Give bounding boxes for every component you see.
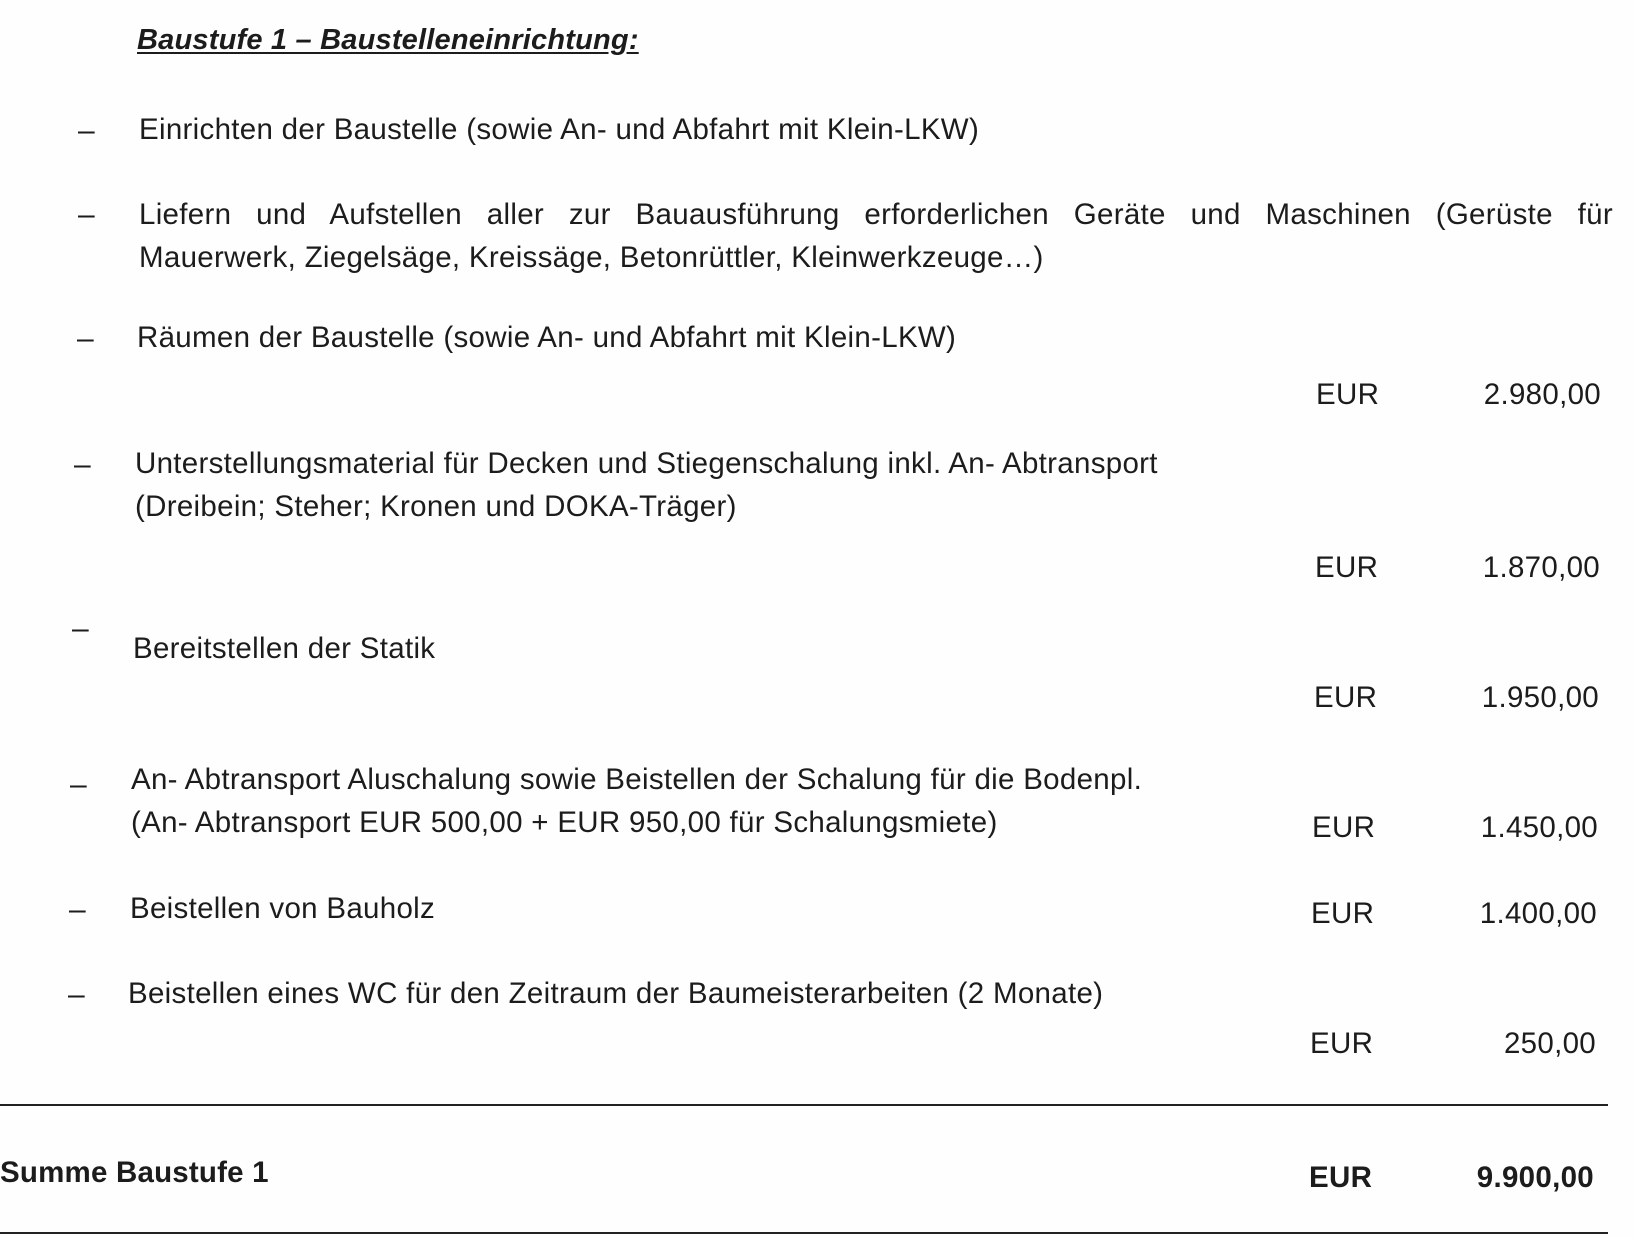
item-line: (Dreibein; Steher; Kronen und DOKA-Träger) [135,490,737,523]
item-line: Unterstellungsmaterial für Decken und Stiegenschalung inkl. An- Abtransport [135,447,1158,480]
list-item-text [133,627,435,670]
amount-value: 1.950,00 [1481,681,1599,714]
item-line: An- Abtransport Aluschalung sowie Beistellen der Schalung für die Bodenpl. [131,763,1143,796]
amount-value: 1.450,00 [1480,811,1598,844]
item-line: Räumen der Baustelle (sowie An- und Abfahrt mit Klein-LKW) [137,321,957,354]
currency-label: EUR [1310,1027,1374,1060]
amount-value: 250,00 [1503,1027,1596,1060]
currency-label: EUR [1315,551,1379,584]
currency-label: EUR [1314,681,1378,714]
list-dash: – [72,612,89,645]
list-item-text [137,316,956,359]
currency-label: EUR [1316,378,1380,411]
list-item-text [139,108,979,151]
item-line: Bereitstellen der Statik [133,632,436,665]
item-line: Beistellen eines WC für den Zeitraum der Baumeisterarbeiten (2 Monate) [128,977,1104,1010]
item-line: Einrichten der Baustelle (sowie An- und Abfahrt mit Klein-LKW) [139,113,980,146]
summary-currency: EUR [1309,1161,1373,1194]
item-line: Beistellen von Bauholz [130,892,436,925]
currency-label: EUR [1312,811,1376,844]
list-dash: – [78,114,95,147]
list-item-text [135,442,1158,528]
list-item-text [139,193,1613,279]
list-item-text [131,758,1142,844]
amount-value: 2.980,00 [1483,378,1601,411]
amount-value: 1.400,00 [1479,897,1597,930]
section-heading: Baustufe 1 – Baustelleneinrichtung: [137,24,639,56]
list-dash: – [74,448,91,481]
list-dash: – [68,978,85,1011]
list-item-text [128,972,1103,1015]
currency-label: EUR [1311,897,1375,930]
list-dash: – [70,768,87,801]
list-dash: – [78,198,95,231]
summary-amount: 9.900,00 [1476,1161,1594,1194]
amount-value: 1.870,00 [1482,551,1600,584]
list-dash: – [69,893,86,926]
list-dash: – [77,322,94,355]
divider-line [0,1104,1608,1106]
item-line: (An- Abtransport EUR 500,00 + EUR 950,00 für Schalungsmiete) [131,806,998,839]
bottom-divider-line [0,1232,1608,1234]
item-line: Mauerwerk, Ziegelsäge, Kreissäge, Betonrüttler, Kleinwerkzeuge…) [139,241,1044,274]
list-item-text [130,887,435,930]
summary-label: Summe Baustufe 1 [0,1156,269,1189]
item-line: Liefern und Aufstellen aller zur Bauausführung erforderlichen Geräte und Maschinen (Gerüste für [139,198,1613,231]
